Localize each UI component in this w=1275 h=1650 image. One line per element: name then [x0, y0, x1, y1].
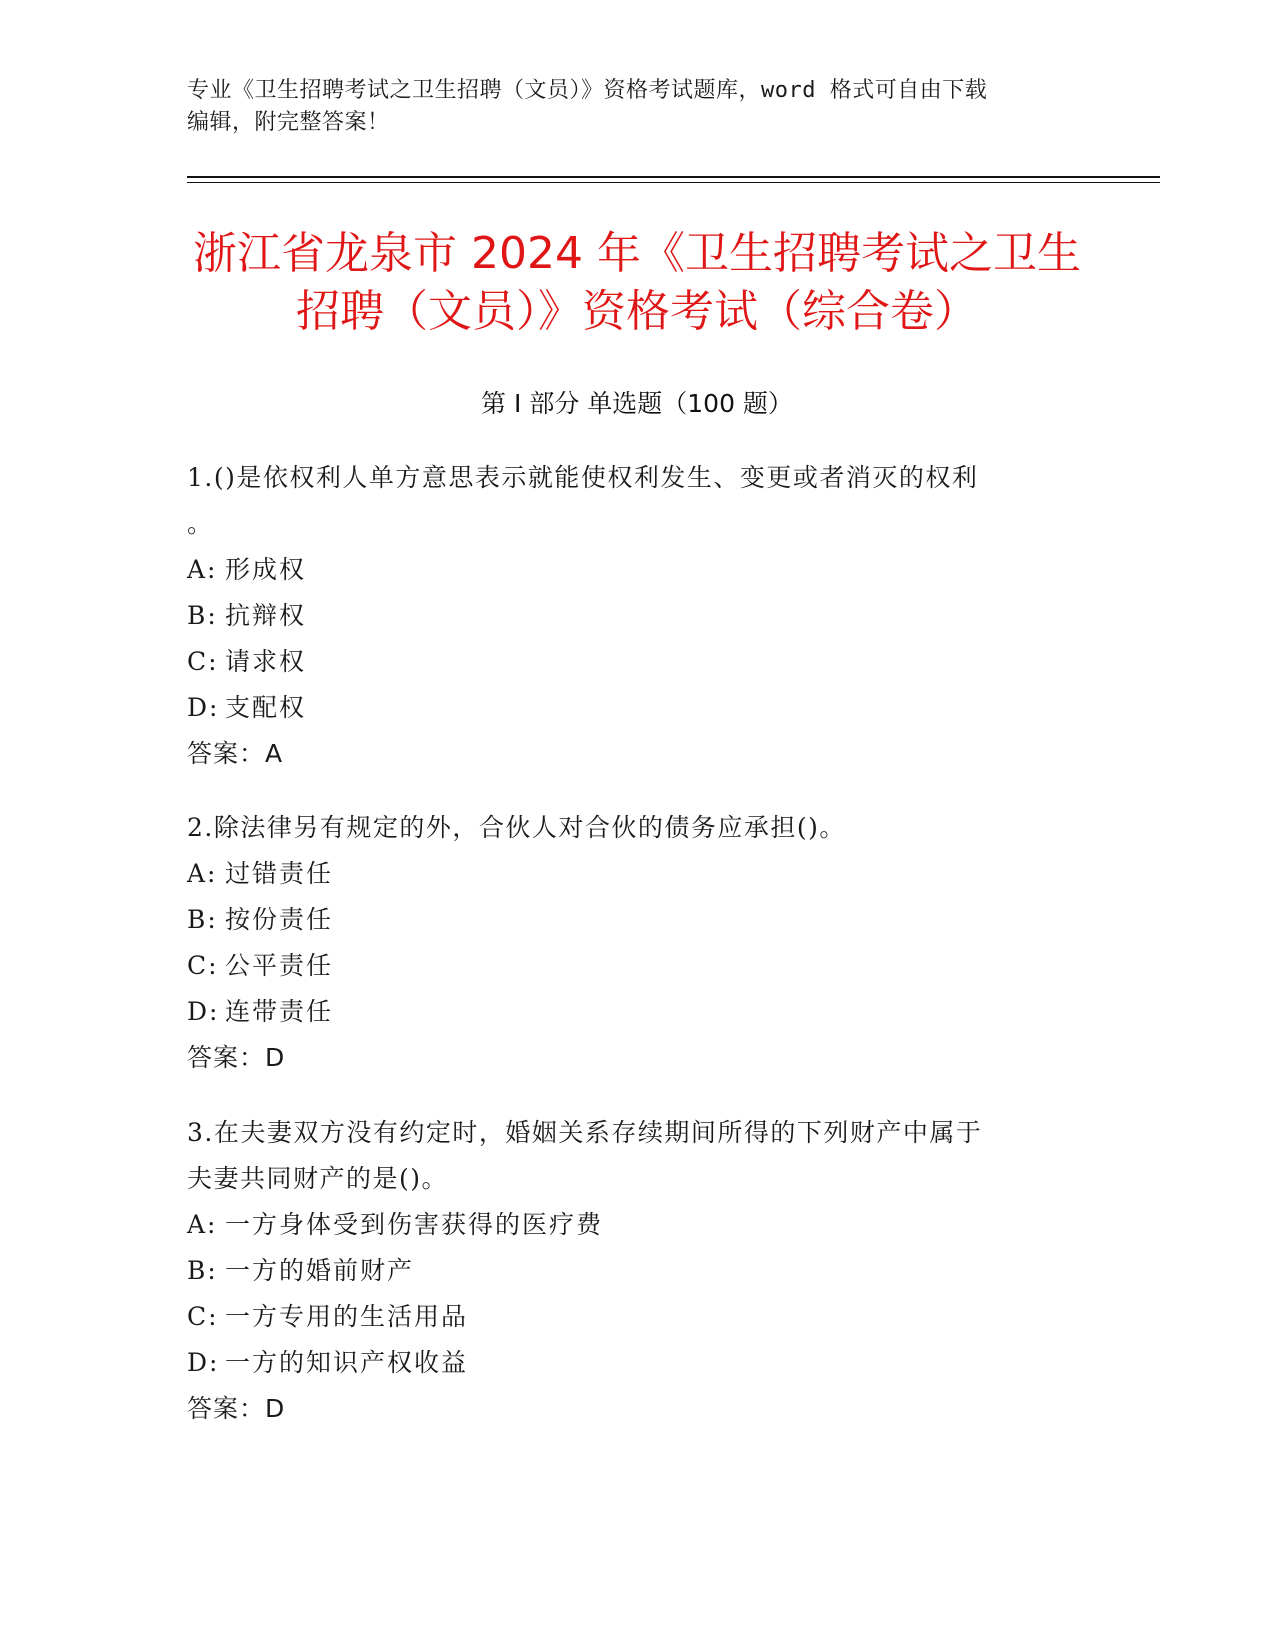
question-stem-line-1: 3.在夫妻双方没有约定时，婚姻关系存续期间所得的下列财产中属于	[187, 1118, 983, 1147]
header-note	[187, 75, 1087, 139]
option-letter: D:	[187, 693, 220, 722]
option-text: 请求权	[225, 647, 307, 676]
option-d	[187, 1340, 1077, 1386]
answer-line: 答案：D	[187, 1043, 286, 1072]
option-letter: A:	[187, 859, 218, 888]
document-title-line-2: 招聘（文员）》资格考试（综合卷）	[296, 286, 978, 337]
header-rule-thick	[187, 176, 1160, 178]
option-letter: C:	[187, 951, 219, 980]
option-text: 抗辩权	[225, 601, 307, 630]
option-b	[187, 1248, 1077, 1294]
option-letter: C:	[187, 647, 219, 676]
option-c	[187, 943, 1077, 989]
question-stem-line-1: 1.()是依权利人单方意思表示就能使权利发生、变更或者消灭的权利	[187, 463, 979, 492]
document-title	[187, 225, 1087, 341]
option-d	[187, 685, 1077, 731]
option-a	[187, 1202, 1077, 1248]
option-text: 按份责任	[225, 905, 334, 934]
option-text: 一方的婚前财产	[225, 1256, 415, 1285]
question-stem-line-1: 2.除法律另有规定的外，合伙人对合伙的债务应承担()。	[187, 813, 846, 842]
answer-line: 答案：A	[187, 739, 284, 768]
header-note-line-1: 专业《卫生招聘考试之卫生招聘（文员）》资格考试题库，word 格式可自由下载	[187, 78, 988, 103]
option-letter: D:	[187, 1348, 220, 1377]
option-c	[187, 1294, 1077, 1340]
option-text: 一方身体受到伤害获得的医疗费	[225, 1210, 604, 1239]
document-title-line-1: 浙江省龙泉市 2024 年《卫生招聘考试之卫生	[193, 228, 1081, 279]
header-note-line-2: 编辑，附完整答案！	[187, 110, 390, 135]
option-letter: D:	[187, 997, 220, 1026]
option-c	[187, 639, 1077, 685]
question-3	[187, 1110, 1077, 1432]
option-text: 公平责任	[225, 951, 334, 980]
question-stem-line-2: 夫妻共同财产的是()。	[187, 1164, 449, 1193]
option-text: 支配权	[225, 693, 307, 722]
section-heading: 第 I 部分 单选题（100 题）	[481, 389, 793, 418]
option-d	[187, 989, 1077, 1035]
option-a	[187, 851, 1077, 897]
option-letter: B:	[187, 601, 218, 630]
option-letter: B:	[187, 905, 218, 934]
option-text: 连带责任	[225, 997, 334, 1026]
option-text: 一方的知识产权收益	[225, 1348, 469, 1377]
option-text: 过错责任	[225, 859, 334, 888]
option-b	[187, 897, 1077, 943]
option-text: 一方专用的生活用品	[225, 1302, 469, 1331]
option-letter: B:	[187, 1256, 218, 1285]
option-a	[187, 547, 1077, 593]
option-text: 形成权	[225, 555, 307, 584]
answer-line: 答案：D	[187, 1394, 286, 1423]
option-b	[187, 593, 1077, 639]
question-1	[187, 455, 1077, 777]
option-letter: C:	[187, 1302, 219, 1331]
option-letter: A:	[187, 555, 218, 584]
header-rule-thin	[187, 182, 1160, 183]
question-stem-line-2: 。	[187, 509, 214, 538]
question-2	[187, 805, 1077, 1081]
option-letter: A:	[187, 1210, 218, 1239]
